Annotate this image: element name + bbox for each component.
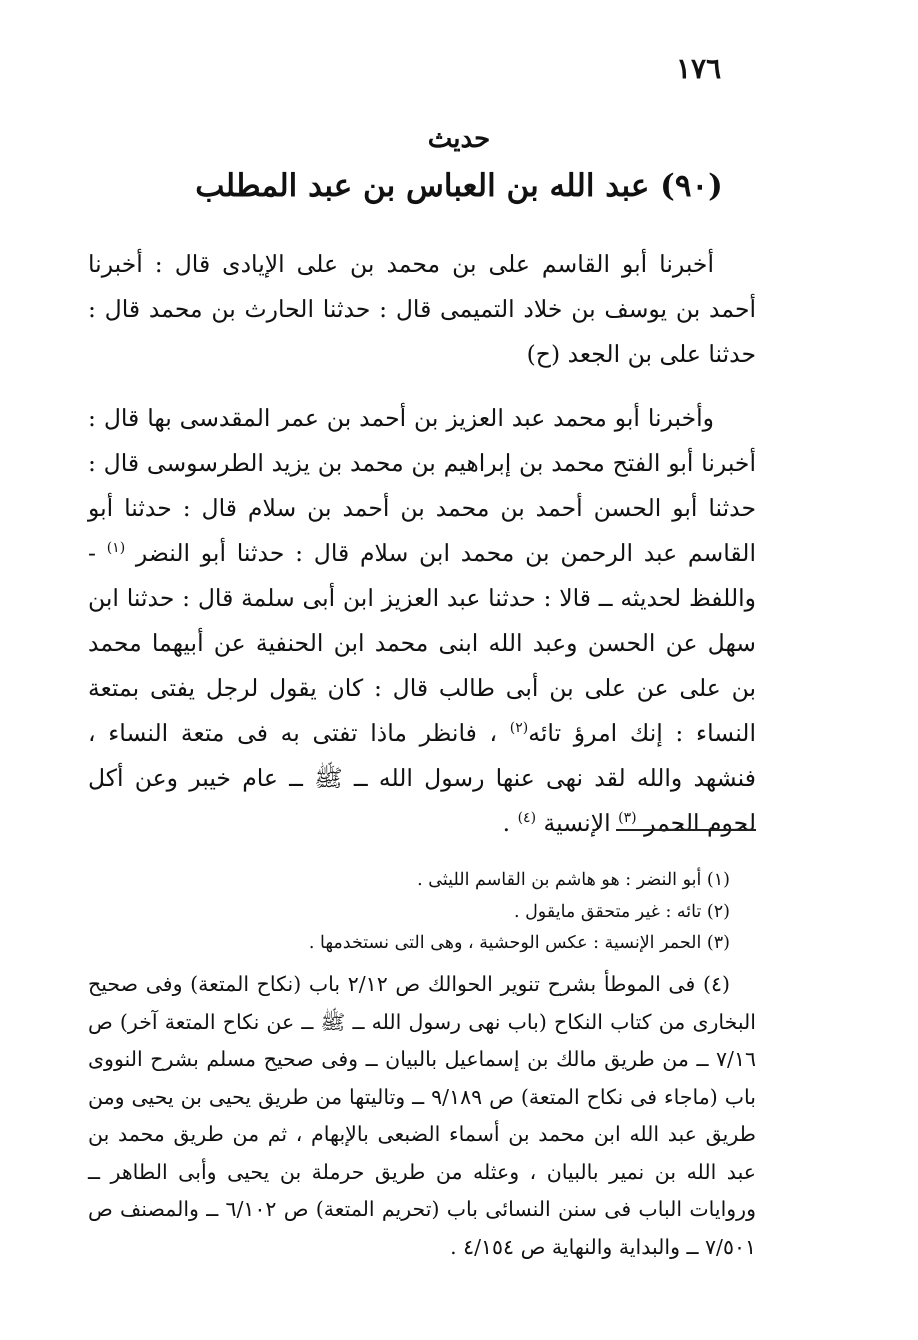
paragraph-segment: ، فانظر ماذا تفتى به فى متعة النساء ، فنشهد والله لقد نهى عنها رسول الله ــ ﷺ ــ عام خيبر وعن أكل لحوم الحمر: [88, 719, 756, 837]
footnote-separator: [616, 829, 756, 831]
paragraph-segment: الإنسية: [543, 809, 619, 837]
paragraph-segment: .: [502, 809, 518, 837]
footnote-ref-2: (٢): [509, 720, 529, 737]
footnote-1: (١) أبو النضر : هو هاشم بن القاسم الليثى .: [417, 870, 730, 890]
isnad-paragraph-1: [88, 242, 756, 377]
footnote-ref-1: (١): [106, 540, 126, 557]
paragraph-segment: - واللفظ لحديثه ــ قالا : حدثنا عبد العزيز ابن أبى سلمة قال : حدثنا ابن سهل عن الحسن وعبد الله ابنى محمد ابن الحنفية عن أبيهما محمد بن على عن على بن أبى طالب قال : كان يقول لرجل يفتى بمتعة النساء : إنك امرؤ تائه: [88, 539, 756, 747]
footnote-3: (٣) الحمر الإنسية : عكس الوحشية ، وهى التى نستخدمها .: [308, 933, 730, 953]
footnote-4-text: (٤) فى الموطأ بشرح تنوير الحوالك ص ٢/١٢ باب (نكاح المتعة) وفى صحيح البخارى من كتاب النكاح (باب نهى رسول الله ــ ﷺ ــ عن نكاح المتعة آخر) ص ٧/١٦ ــ من طريق مالك بن إسماعيل بالبيان ــ وفى صحيح مسلم بشرح النووى باب (ماجاء فى نكاح المتعة) ص ٩/١٨٩ ــ وتاليتها من طريق يحيى بن يحيى ومن طريق عبد الله ابن محمد بن أسماء الضبعى بالإبهام ، ثم من طريق محمد بن عبد الله بن نمير بالبيان ، وعثله من طريق حرملة بن يحيى وأبى الطاهر ــ وروايات الباب فى سنن النسائى باب (تحريم المتعة) ص ٦/١٠٢ ــ والمصنف ص ٧/٥٠١ ــ والبداية والنهاية ص ٤/١٥٤ .: [88, 972, 757, 1259]
paragraph-segment: وأخبرنا أبو محمد عبد العزيز بن أحمد بن عمر المقدسى بها قال : أخبرنا أبو الفتح محمد بن إبراهيم بن محمد بن يزيد الطرسوسى قال : حدثنا أبو الحسن أحمد بن محمد بن أحمد بن سلام قال : حدثنا أبو القاسم عبد الرحمن بن محمد ابن سلام قال : حدثنا أبو النضر: [88, 404, 756, 567]
paragraph-text: [88, 396, 756, 846]
footnote-4: [88, 966, 756, 1266]
page-number: ١٧٦: [676, 52, 722, 85]
isnad-paragraph-2: [88, 396, 756, 846]
section-label: حديث: [427, 124, 491, 154]
footnote-ref-3: (٣): [618, 810, 637, 827]
footnote-2: (٢) تائه : غير متحقق مايقول .: [513, 902, 730, 922]
footnote-ref-4: (٤): [517, 810, 537, 827]
hadith-title: (٩٠) عبد الله بن العباس بن عبد المطلب: [195, 168, 723, 204]
paragraph-text: أخبرنا أبو القاسم على بن محمد بن على الإيادى قال : أخبرنا أحمد بن يوسف بن خلاد التميمى قال : حدثنا الحارث بن محمد قال : حدثنا على بن الجعد (ح): [88, 250, 756, 368]
